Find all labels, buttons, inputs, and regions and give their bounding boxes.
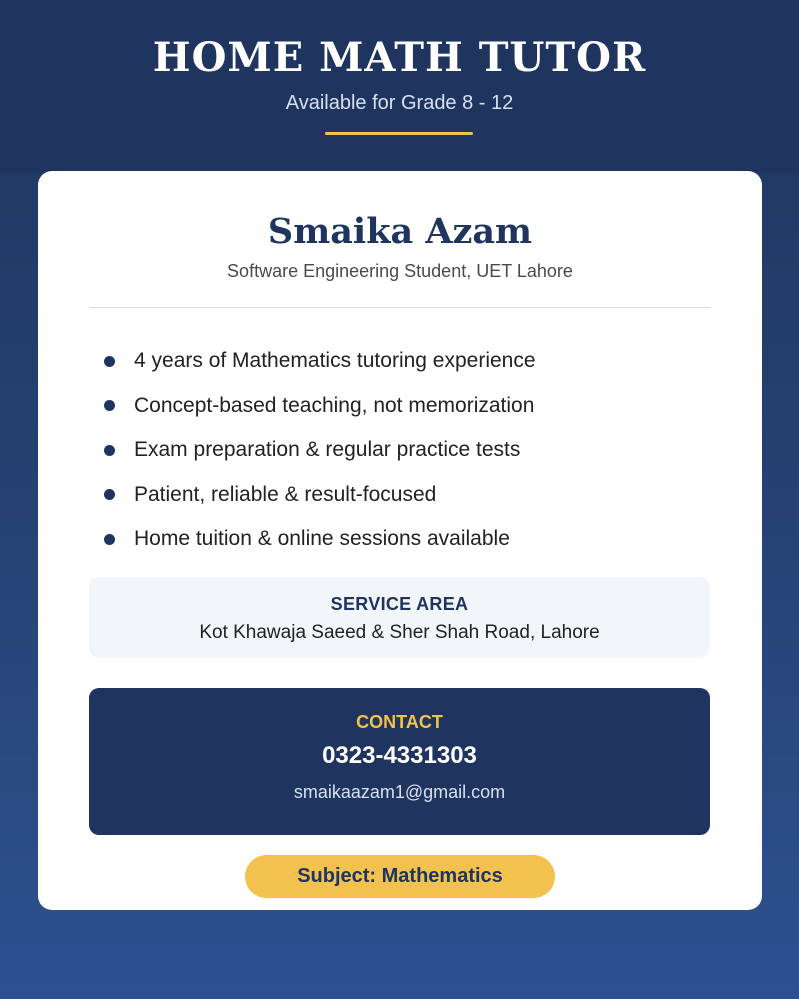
bullet-icon xyxy=(104,400,115,411)
feature-text: Home tuition & online sessions available xyxy=(134,527,510,551)
bullet-icon xyxy=(104,445,115,456)
tutor-name: Smaika Azam xyxy=(267,211,533,252)
bullet-icon xyxy=(104,489,115,500)
contact-email[interactable]: smaikaazam1@gmail.com xyxy=(293,782,506,802)
list-item xyxy=(104,473,704,518)
list-item xyxy=(104,384,704,429)
profile-card xyxy=(38,171,762,910)
page-subtitle: Available for Grade 8 - 12 xyxy=(285,92,514,114)
tutor-role: Software Engineering Student, UET Lahore xyxy=(227,261,573,281)
feature-text: Concept-based teaching, not memorization xyxy=(134,393,535,417)
bullet-icon xyxy=(104,534,115,545)
service-area-value: Kot Khawaja Saeed & Sher Shah Road, Lahore xyxy=(199,622,600,643)
page-title: HOME MATH TUTOR xyxy=(152,34,647,81)
feature-list xyxy=(104,339,704,562)
divider xyxy=(90,307,710,308)
list-item xyxy=(104,517,704,562)
feature-text: 4 years of Mathematics tutoring experience xyxy=(134,349,536,373)
list-item xyxy=(104,428,704,473)
list-item xyxy=(104,339,704,384)
contact-box xyxy=(89,688,710,835)
feature-text: Patient, reliable & result-focused xyxy=(134,482,437,506)
contact-phone[interactable]: 0323-4331303 xyxy=(322,742,477,769)
subject-badge: Subject: Mathematics xyxy=(245,855,555,898)
header-banner xyxy=(0,0,799,172)
bullet-icon xyxy=(104,356,115,367)
service-area-box xyxy=(89,577,710,658)
contact-heading: CONTACT xyxy=(356,712,443,732)
service-area-heading: SERVICE AREA xyxy=(330,594,469,614)
title-underline xyxy=(325,132,473,135)
feature-text: Exam preparation & regular practice tests xyxy=(134,438,521,462)
